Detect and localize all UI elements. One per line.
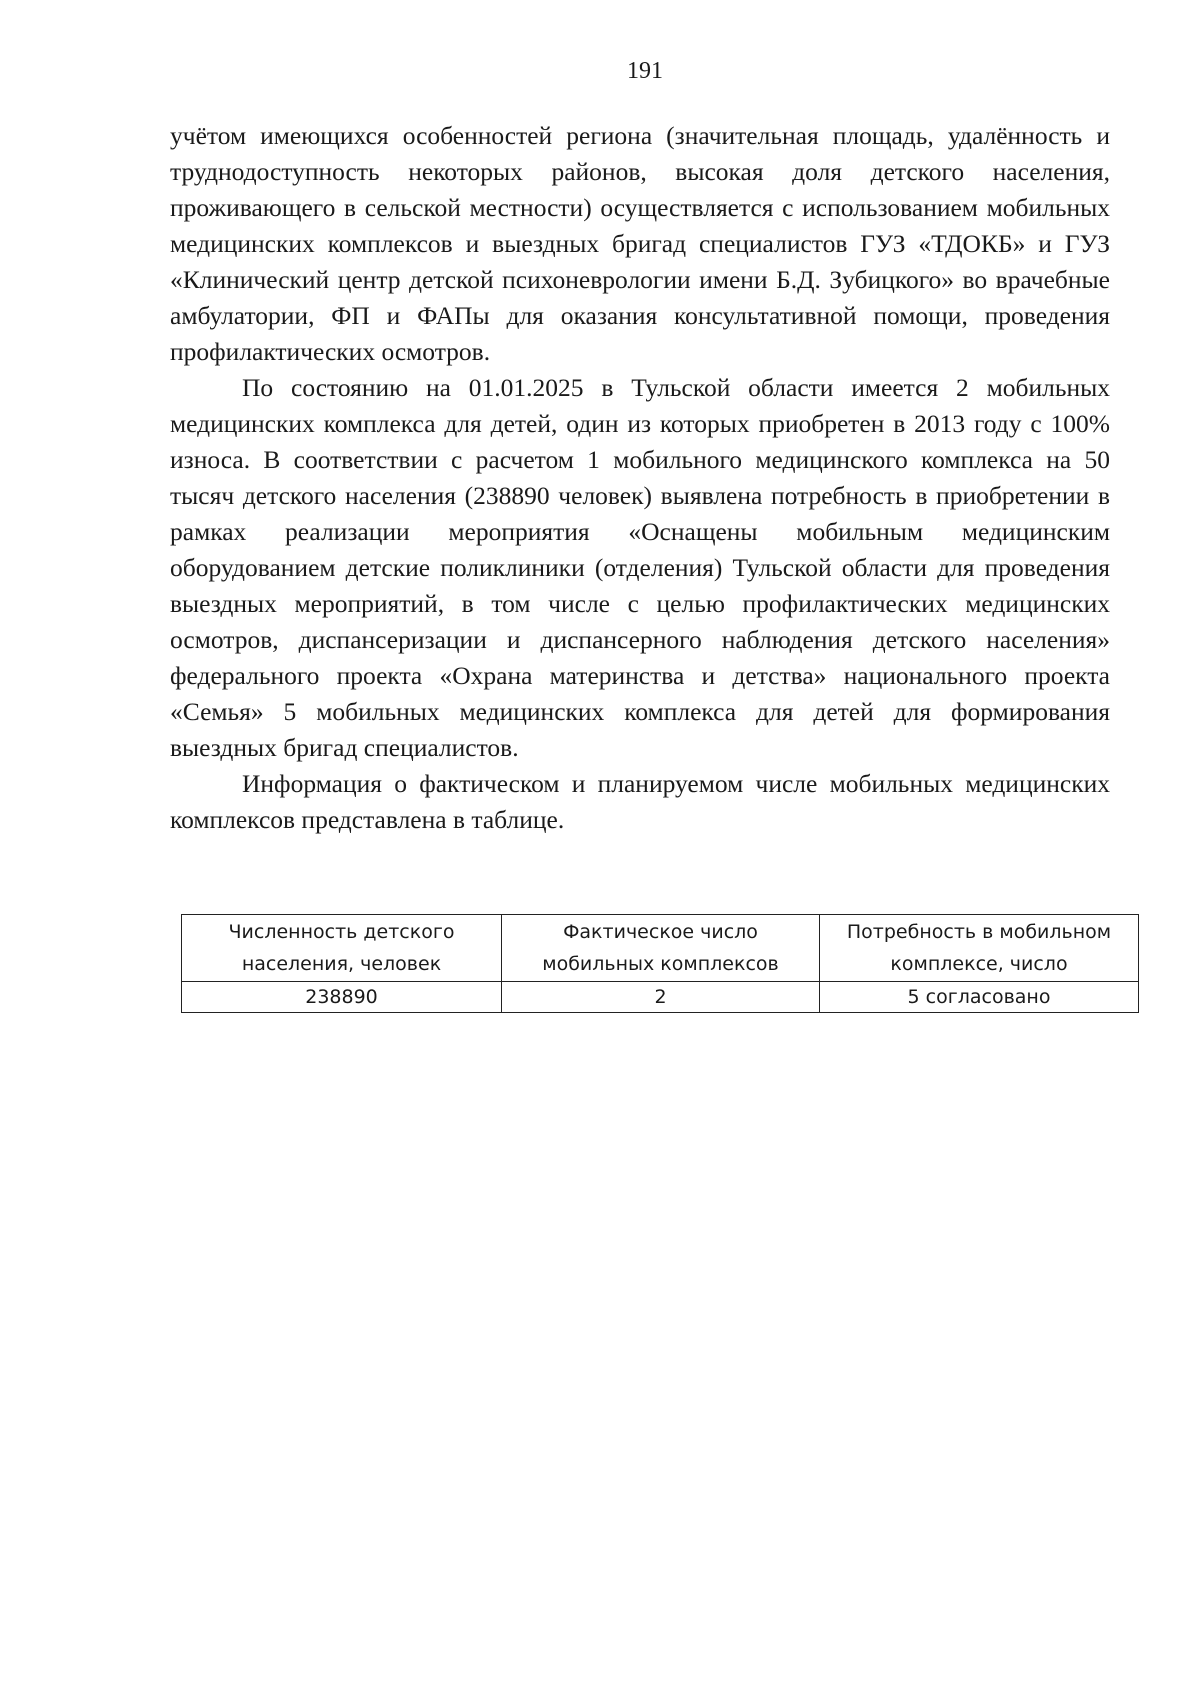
- header-actual-complexes: Фактическое число мобильных комплексов: [502, 915, 820, 982]
- cell-actual-complexes: 2: [502, 982, 820, 1013]
- body-text: [170, 118, 1110, 838]
- paragraph-table-intro: Информация о фактическом и планируемом числе мобильных медицинских комплексов представлена в таблице.: [170, 769, 1110, 834]
- page-number: 191: [627, 58, 663, 84]
- cell-needed-complexes: 5 согласовано: [820, 982, 1139, 1013]
- paragraph-mobile-complexes: По состоянию на 01.01.2025 в Тульской области имеется 2 мобильных медицинских комплекса для детей, один из которых приобретен в 2013 году с 100% износа. В соответствии с расчетом 1 мобильного медицинского комплекса на 50 тысяч детского населения (238890 человек) выявлена потребность в приобретении в рамках реализации мероприятия «Оснащены мобильным медицинским оборудованием детские поликлиники (отделения) Тульской области для проведения выездных мероприятий, в том числе с целью профилактических медицинских осмотров, диспансеризации и диспансерного наблюдения детского населения» федерального проекта «Охрана материнства и детства» национального проекта «Семья» 5 мобильных медицинских комплекса для детей для формирования выездных бригад специалистов.: [170, 373, 1110, 762]
- paragraph-continuation: учётом имеющихся особенностей региона (значительная площадь, удалённость и труднодоступность некоторых районов, высокая доля детского населения, проживающего в сельской местности) осуществляется с использованием мобильных медицинских комплексов и выездных бригад специалистов ГУЗ «ТДОКБ» и ГУЗ «Клинический центр детской психоневрологии имени Б.Д. Зубицкого» во врачебные амбулатории, ФП и ФАПы для оказания консультативной помощи, проведения профилактических осмотров.: [170, 121, 1110, 366]
- header-child-population: Численность детского населения, человек: [182, 915, 502, 982]
- table-row: [182, 982, 1139, 1013]
- table-header-row: [182, 915, 1139, 982]
- header-needed-complexes: Потребность в мобильном комплексе, число: [820, 915, 1139, 982]
- cell-child-population: 238890: [182, 982, 502, 1013]
- mobile-complexes-table: [181, 914, 1139, 1013]
